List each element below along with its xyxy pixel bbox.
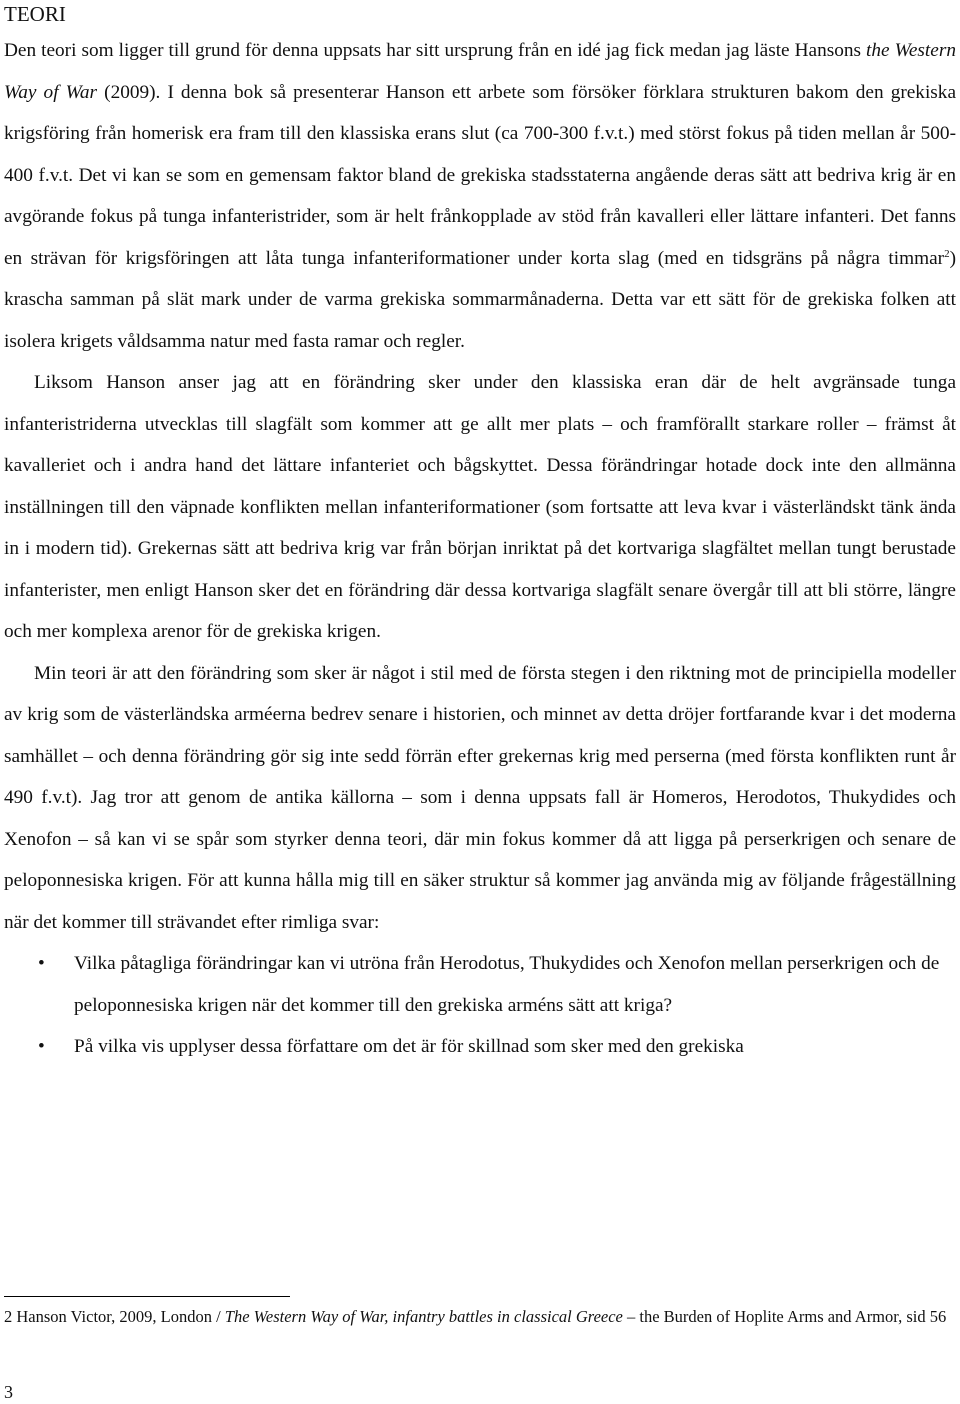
paragraph-1-text-c: ) krascha samman på slät mark under de varma grekiska sommarmånaderna. Detta var ett sätt för de grekiska folken att isolera krigets våldsamma natur med fasta ramar och regler. (4, 247, 956, 352)
paragraph-1-text-b: (2009). I denna bok så presenterar Hanson ett arbete som försöker förklara strukturen bakom den grekiska krigsföring från homerisk era fram till den klassiska erans slut (ca 700-300 f.v.t.) med störst fokus på tiden mellan år 500-400 f.v.t. Det vi kan se som en gemensam faktor bland de grekiska stadsstaterna angående deras sätt att bedriva krig är en avgörande fokus på tunga infanteristrider, som är helt frånkopplade av stöd från kavalleri eller lättare infanteri. Det fanns en strävan för krigsföringen att låta tunga infanteriformationer under korta slag (med en tidsgräns på några timmar (4, 81, 957, 269)
paragraph-1 (4, 30, 956, 362)
footnote-text-b: – the Burden of Hoplite Arms and Armor, sid 56 (622, 1307, 947, 1326)
footnote-divider (4, 1296, 290, 1297)
paragraph-2: Liksom Hanson anser jag att en förändring sker under den klassiska eran där de helt avgränsade tunga infanteristriderna utvecklas till slagfält som kommer att ge allt mer plats – och framförallt starkare roller – främst åt kavalleriet och i andra hand det lättare infanteriet och bågskyttet. Dessa förändringar hotade dock inte den allmänna inställningen till den väpnade konflikten mellan infanteriformationer (som fortsatte att leva kvar i västerländskt tänk ända in i modern tid). Grekernas sätt att bedriva krig var från början inriktat på det kortvariga slagfältet mellan tungt berustade infanterister, men enligt Hanson sker det en förändring där dessa kortvariga slagfält senare övergår till att bli större, längre och mer komplexa arenor för de grekiska krigen. (4, 372, 956, 642)
list-item-text: På vilka vis upplyser dessa författare om det är för skillnad som sker med den grekiska (74, 1036, 744, 1057)
book-title: the Western Way of War (4, 40, 956, 103)
bullet-icon: • (38, 953, 45, 974)
list-item-text: Vilka påtagliga förändringar kan vi utröna från Herodotus, Thukydides och Xenofon mellan perserkrigen och de peloponnesiska krigen när det kommer till den grekiska arméns sätt att kriga? (74, 953, 940, 1016)
footnote-book-title: The Western Way of War, infantry battles in classical Greece (224, 1307, 623, 1326)
list-item (4, 1026, 956, 1068)
question-list (4, 943, 956, 1068)
footnote-reference[interactable]: 2 (944, 247, 950, 260)
paragraph-1-text-a: Den teori som ligger till grund för denna uppsats har sitt ursprung från en idé jag fick medan jag läste Hansons (4, 40, 867, 61)
paragraph-3: Min teori är att den förändring som sker är något i stil med de första stegen i den riktning mot de principiella modeller av krig som de västerländska arméerna bedrev senare i historien, och minnet av detta dröjer fortfarande kvar i det moderna samhället – och denna förändring gör sig inte sedd förrän efter grekernas krig med perserna (med första konflikten runt år 490 f.v.t). Jag tror att genom de antika källorna – som i denna uppsats fall är Homeros, Herodotos, Thukydides och Xenofon – så kan vi se spår som styrker denna teori, där min fokus kommer då att ligga på perserkrigen och senare de peloponnesiska krigen. För att kunna hålla mig till en säker struktur så kommer jag använda mig av följande frågeställning när det kommer till strävandet efter rimliga svar: (4, 662, 956, 933)
footnote-text-a: 2 Hanson Victor, 2009, London / (4, 1307, 225, 1326)
list-item (4, 943, 956, 1026)
body-text (4, 30, 956, 1068)
footnote (4, 1305, 954, 1329)
bullet-icon: • (38, 1036, 45, 1057)
section-heading: TEORI (4, 2, 66, 26)
page-number: 3 (4, 1382, 13, 1402)
